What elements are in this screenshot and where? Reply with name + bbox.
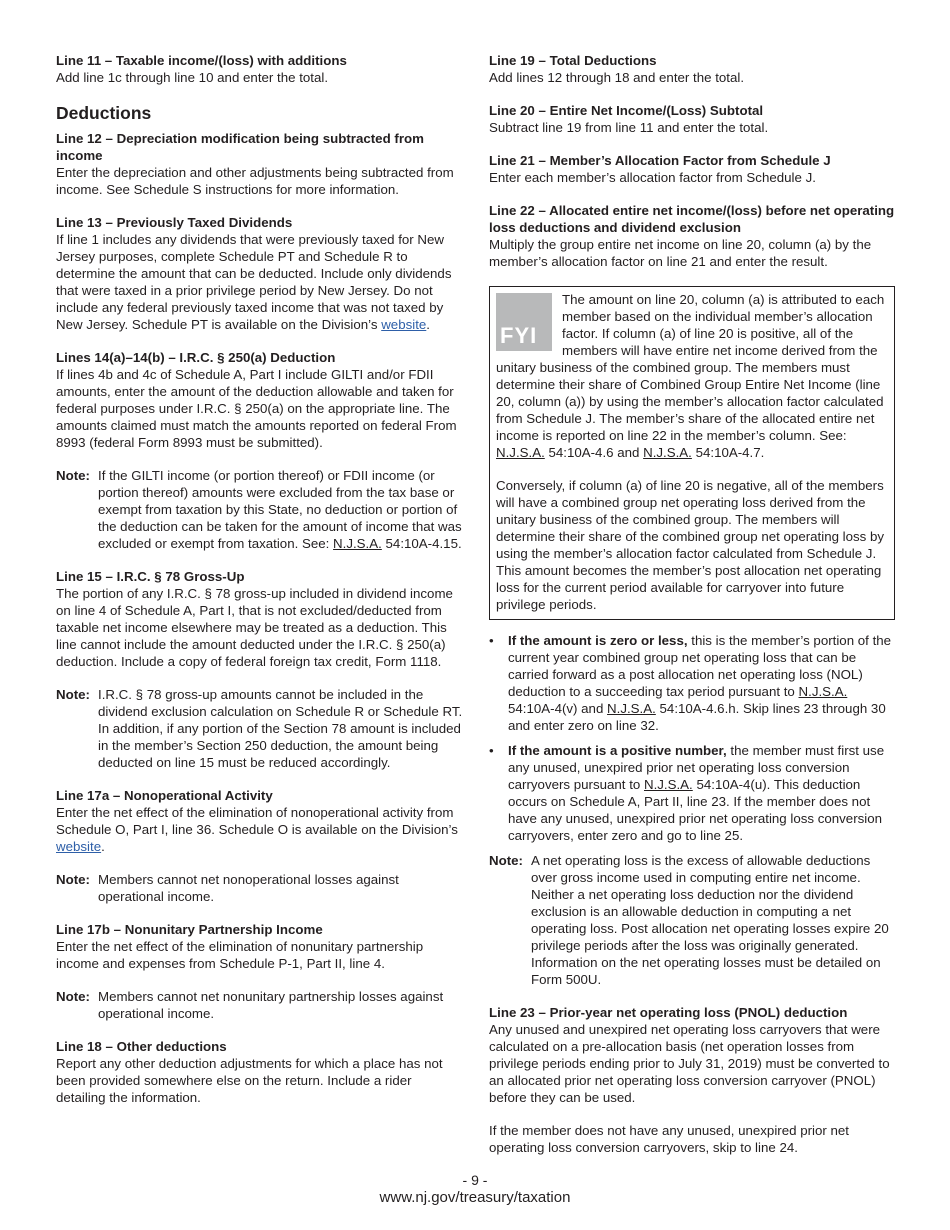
nol-note: [489, 852, 895, 988]
line22-section: [489, 202, 895, 270]
line22-body: Multiply the group entire net income on line 20, column (a) by the member’s allocation factor on line 21 and enter the result.: [489, 237, 872, 269]
line18-body: Report any other deduction adjustments for which a place has not been provided somewhere else on the return. Include a rider detailing the information.: [56, 1056, 443, 1105]
bullet2-bold: If the amount is a positive number,: [508, 743, 727, 758]
line12-title: Line 12 – Depreciation modification being subtracted from income: [56, 131, 424, 163]
line18-title: Line 18 – Other deductions: [56, 1039, 227, 1054]
njsa-citation: N.J.S.A.: [496, 445, 545, 460]
line17b-body: Enter the net effect of the elimination of nonunitary partnership income and expenses from Schedule P-1, Part II, line 4.: [56, 939, 424, 971]
fyi-badge-text: FYI: [500, 323, 538, 348]
line17a-section: [56, 787, 464, 855]
line13-title: Line 13 – Previously Taxed Dividends: [56, 215, 293, 230]
njsa-citation: N.J.S.A.: [643, 777, 693, 792]
line17b-section: [56, 921, 464, 972]
line17a-title: Line 17a – Nonoperational Activity: [56, 788, 273, 803]
line19-section: [489, 52, 895, 86]
line17a-note: [56, 871, 464, 905]
line19-body: Add lines 12 through 18 and enter the total.: [489, 70, 745, 85]
right-column: [489, 52, 895, 1156]
division-website-link[interactable]: website: [56, 839, 102, 854]
njsa-citation: N.J.S.A.: [333, 536, 382, 551]
left-column: [56, 52, 464, 1122]
nol-note-body: A net operating loss is the excess of allowable deductions over gross income used in computing entire net income. Neither a net operating loss deduction nor the dividend exclusion is an allowable deduction in computing a net operating loss. Post allocation net operating losses expire 20 privilege periods after the loss was originally generated. Information on the net operating losses must be detailed on Form 500U.: [531, 853, 889, 987]
line15-note: [56, 686, 464, 771]
division-website-link[interactable]: website: [381, 317, 427, 332]
footer-url: www.nj.gov/treasury/taxation: [379, 1189, 571, 1206]
line14-note-body: If the GILTI income (or portion thereof) or FDII income (or portion thereof) amounts were excluded from the tax base or exempt from taxation by this State, no deduction or portion of the deduction can be taken for the amount of income that was excluded or exempt from taxation. See:: [98, 468, 462, 551]
bullet-dot-icon: •: [489, 633, 494, 648]
line23-title: Line 23 – Prior-year net operating loss (PNOL) deduction: [489, 1005, 848, 1020]
line19-title: Line 19 – Total Deductions: [489, 53, 657, 68]
bullet1-text-a: this is the member’s portion of the current year combined group net operating loss that can be carried forward as a post allocation net operating loss (NOL) deduction to a succeeding tax period pursuant to: [508, 633, 892, 699]
line18-section: [56, 1038, 464, 1106]
bullet-dot-icon: •: [489, 743, 494, 758]
line14-section: [56, 349, 464, 451]
line17b-note: [56, 988, 464, 1022]
line14-body: If lines 4b and 4c of Schedule A, Part I include GILTI and/or FDII amounts, enter the amount of the deduction allowable and taken for federal purposes under I.R.C. § 250(a) on the appropriate line. The amounts claimed must match the amounts reported on federal From 8993 (federal Form 8993 must be submitted).: [56, 367, 457, 450]
note-text: [98, 467, 464, 552]
line12-body: Enter the depreciation and other adjustments being subtracted from income. See Schedule S instructions for more information.: [56, 165, 454, 197]
deductions-heading: Deductions: [56, 103, 152, 123]
line23-body-2: If the member does not have any unused, unexpired prior net operating loss conversion carryovers, skip to line 24.: [489, 1123, 849, 1155]
line21-title: Line 21 – Member’s Allocation Factor from Schedule J: [489, 153, 831, 168]
bullet-zero-or-less: [489, 632, 895, 734]
line20-body: Subtract line 19 from line 11 and enter the total.: [489, 120, 769, 135]
fyi-paragraph-1: [496, 291, 888, 461]
fyi-paragraph-2: Conversely, if column (a) of line 20 is negative, all of the members will have a combined group net operating loss derived from the unitary business of the combined group. The members will determine their share of the combined group net operating loss by using the member’s allocation factor calculated from Schedule J. This amount becomes the member’s post allocation net operating loss for the current period available for carryover into future privilege periods.: [496, 478, 885, 612]
note-label: Note:: [56, 687, 90, 702]
fyi-p1-end: 54:10A-4.7.: [691, 445, 765, 460]
line20-title: Line 20 – Entire Net Income/(Loss) Subtotal: [489, 103, 764, 118]
njsa-citation: N.J.S.A.: [607, 701, 656, 716]
bullet2-text-b: 54:10A-4(u). This deduction occurs on Schedule A, Part II, line 23. If the member does not have any unused, unexpired prior net operating loss conversion carryovers, enter zero and go to line 25.: [508, 777, 883, 843]
line17a-end: .: [101, 839, 105, 854]
note-label: Note:: [56, 872, 90, 887]
line14-title: Lines 14(a)–14(b) – I.R.C. § 250(a) Deduction: [56, 350, 336, 365]
line15-note-body: I.R.C. § 78 gross-up amounts cannot be included in the dividend exclusion calculation on Schedule R or Schedule RT. In addition, if any portion of the Section 78 amount is included in the member’s Section 250 deduction, the amount being deducted on line 15 must be reduced accordingly.: [98, 687, 463, 770]
bullet1-text-b: 54:10A-4(v) and: [508, 701, 608, 716]
line12-section: [56, 130, 464, 198]
line11-section: [56, 52, 464, 86]
fyi-box: [489, 286, 895, 620]
line17a-text: Enter the net effect of the elimination of nonoperational activity from Schedule O, Part I, line 36. Schedule O is available on the Division’s: [56, 805, 458, 837]
note-label: Note:: [56, 989, 90, 1004]
njsa-citation: N.J.S.A.: [798, 684, 848, 699]
line22-title: Line 22 – Allocated entire net income/(loss) before net operating loss deductions and dividend exclusion: [489, 203, 895, 235]
bullet1-text-c: 54:10A-4.6.h. Skip lines 23 through 30 and enter zero on line 32.: [508, 701, 886, 733]
line11-body: Add line 1c through line 10 and enter the total.: [56, 70, 329, 85]
bullet1-bold: If the amount is zero or less,: [508, 633, 688, 648]
line23-body: Any unused and unexpired net operating loss carryovers that were calculated on a pre-allocation basis (net operation losses from privilege periods ending prior to July 31, 2019) must be converted to an allocated prior net operating loss conversion carryover (PNOL) before they can be used.: [489, 1022, 890, 1105]
note-label: Note:: [56, 468, 90, 483]
line14-note-end: 54:10A-4.15.: [381, 536, 462, 551]
note-label: Note:: [489, 853, 523, 868]
line13-section: [56, 214, 464, 333]
line17b-title: Line 17b – Nonunitary Partnership Income: [56, 922, 323, 937]
fyi-p1-mid: 54:10A-4.6 and: [544, 445, 644, 460]
amount-bullet-list: [489, 632, 895, 844]
fyi-p1-text: The amount on line 20, column (a) is attributed to each member based on the individual member’s allocation factor. If column (a) of line 20 is positive, all of the members will have entire net income derived from the unitary business of the combined group. The members must determine their share of Combined Group Entire Net Income (line 20, column (a)) by using the member’s allocation factor calculated from Schedule J. The member’s share of the allocated entire net income is reported on line 22 in the member’s column. See:: [496, 292, 885, 443]
line13-body: [56, 231, 464, 333]
line14-note: [56, 467, 464, 552]
line17b-note-body: Members cannot net nonunitary partnership losses against operational income.: [98, 989, 444, 1021]
line13-text: If line 1 includes any dividends that were previously taxed for New Jersey purposes, complete Schedule PT and Schedule R to determine the amount that can be deducted. Include only dividends that were taxed in a prior privilege period by New Jersey. Do not include any federal previously taxed income that was not taxed by New Jersey. Schedule PT is available on the Division’s: [56, 232, 452, 332]
line21-body: Enter each member’s allocation factor from Schedule J.: [489, 170, 816, 185]
line15-body: The portion of any I.R.C. § 78 gross-up included in dividend income on line 4 of Schedule A, Part I, that is not excluded/deducted from taxable net income elsewhere may be treated as a deduction. This line cannot include the amount deducted under the I.R.C. § 250(a) deduction. Include a copy of federal foreign tax credit, Form 1118.: [56, 586, 453, 669]
line21-section: [489, 152, 895, 186]
bullet-positive-number: [489, 742, 895, 844]
bullet2-text-a: the member must first use any unused, unexpired prior net operating loss conversion carryovers pursuant to: [508, 743, 885, 792]
line23-section: [489, 1004, 895, 1106]
line15-title: Line 15 – I.R.C. § 78 Gross-Up: [56, 569, 245, 584]
njsa-citation: N.J.S.A.: [643, 445, 692, 460]
line13-end: .: [426, 317, 430, 332]
page-number: - 9 -: [462, 1172, 488, 1188]
line17a-body: [56, 804, 464, 855]
line17a-note-body: Members cannot net nonoperational losses against operational income.: [98, 872, 399, 904]
line20-section: [489, 102, 895, 136]
line15-section: [56, 568, 464, 670]
line11-title: Line 11 – Taxable income/(loss) with additions: [56, 53, 347, 68]
fyi-icon: [496, 293, 552, 351]
